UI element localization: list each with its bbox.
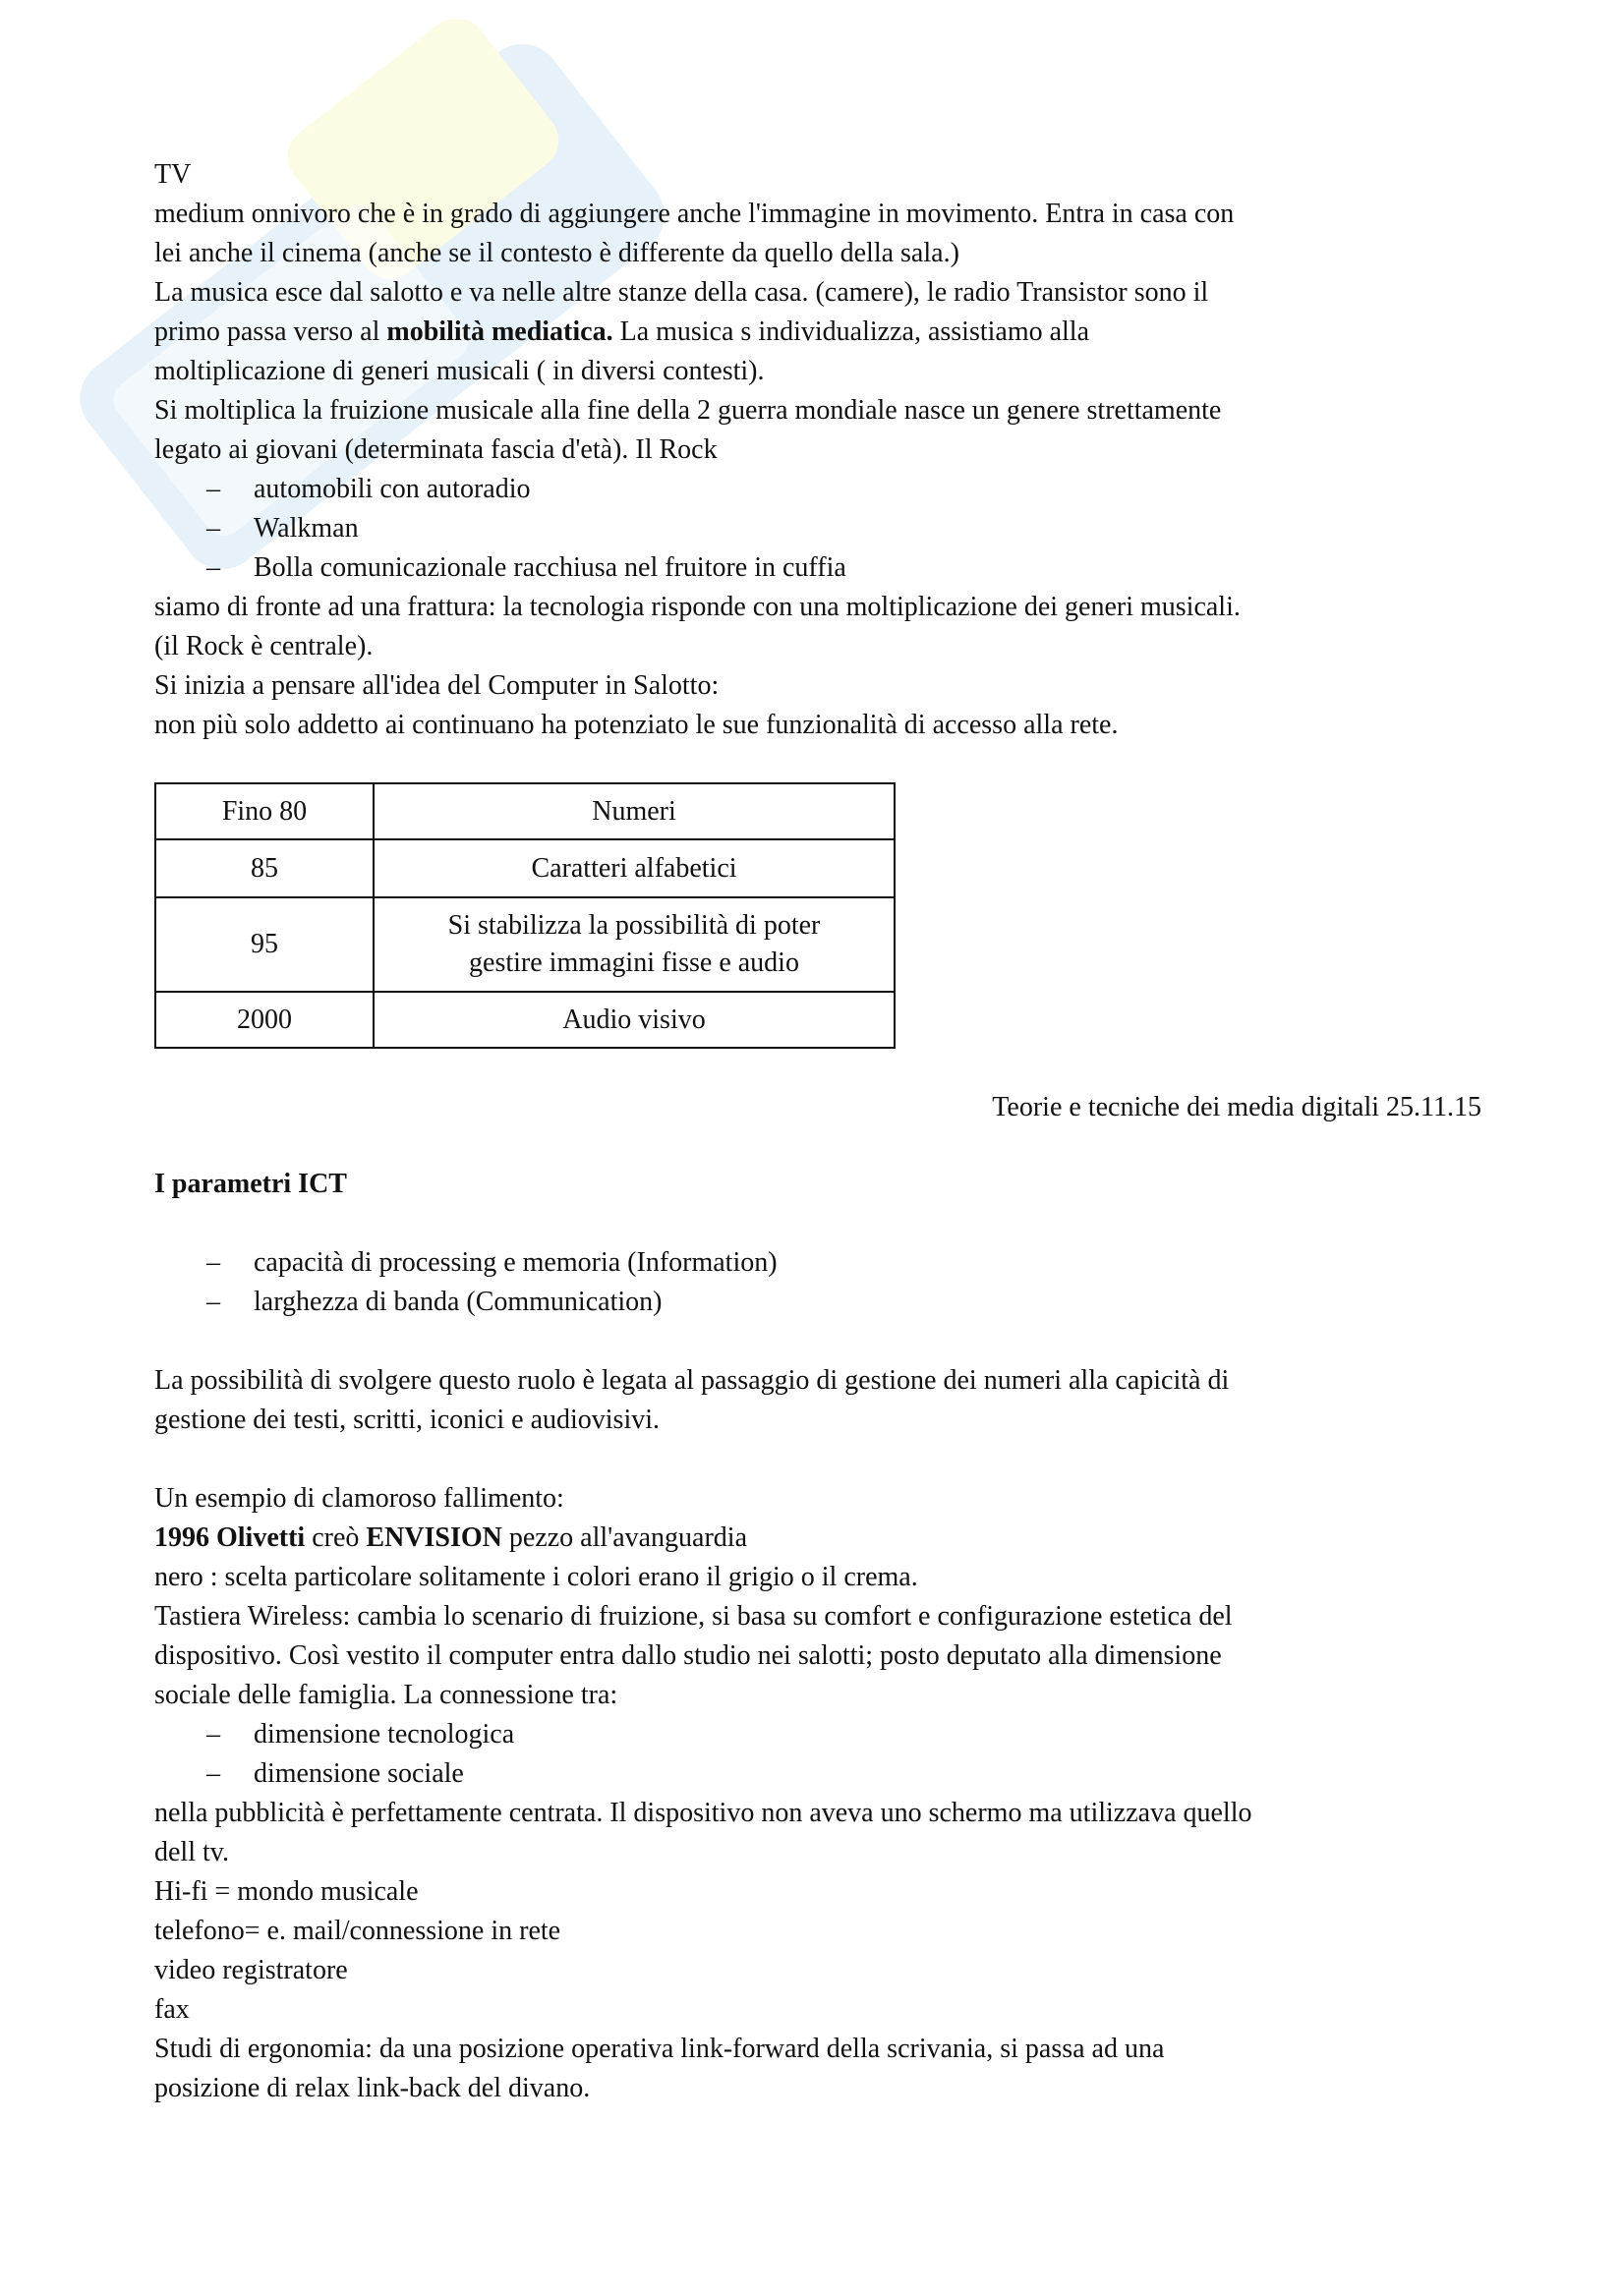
bullet-list-music [154, 470, 1481, 588]
text-line: (il Rock è centrale). [154, 631, 374, 661]
lecture-dateline: Teorie e tecniche dei media digitali 25.11.15 [992, 1092, 1481, 1122]
table-row [155, 839, 895, 897]
table-row [155, 992, 895, 1048]
text-line: siamo di fronte ad una frattura: la tecnologia risponde con una moltiplicazione dei generi musicali. [154, 592, 1241, 622]
text-line: Studi di ergonomia: da una posizione operativa link-forward della scrivania, si passa ad una [154, 2034, 1165, 2064]
timeline-table [154, 782, 896, 1049]
table-row [155, 897, 895, 992]
text-line: telefono= e. mail/connessione in rete [154, 1916, 561, 1946]
text-line: La musica esce dal salotto e va nelle altre stanze della casa. (camere), le radio Transistor sono il [154, 277, 1209, 308]
description-cell: Audio visivo [374, 992, 895, 1048]
text-line: dispositivo. Così vestito il computer entra dallo studio nei salotti; posto deputato alla dimensione [154, 1640, 1222, 1671]
year-cell: Fino 80 [155, 783, 374, 839]
text-line: legato ai giovani (determinata fascia d'età). Il Rock [154, 434, 718, 465]
list-item: – Walkman [154, 509, 1481, 548]
description-cell [374, 897, 895, 992]
table-row [155, 783, 895, 839]
text-line: dell tv. [154, 1837, 229, 1867]
bullet-list-dimensions [154, 1715, 1481, 1794]
section-title-tv: TV [154, 159, 192, 190]
text-line: Si inizia a pensare all'idea del Computer in Salotto: [154, 670, 720, 701]
list-item: – automobili con autoradio [154, 470, 1481, 509]
bold-term-mobilita: mobilità mediatica. [386, 316, 613, 347]
list-item: – capacità di processing e memoria (Information) [154, 1243, 1481, 1283]
text-span: creò [305, 1522, 367, 1553]
text-span: La musica s individualizza, assistiamo alla [612, 316, 1090, 347]
text-line: Si moltiplica la fruizione musicale alla fine della 2 guerra mondiale nasce un genere strettamente [154, 395, 1222, 426]
text-line: sociale delle famiglia. La connessione tra: [154, 1680, 618, 1710]
section-heading-ict: I parametri ICT [154, 1169, 347, 1199]
text-line: Hi-fi = mondo musicale [154, 1876, 419, 1907]
text-line: moltiplicazione di generi musicali ( in diversi contesti). [154, 356, 765, 386]
text-line: Un esempio di clamoroso fallimento: [154, 1483, 564, 1514]
spacer [154, 1322, 1481, 1361]
spacer [154, 1204, 1481, 1243]
text-line: non più solo addetto ai continuano ha potenziato le sue funzionalità di accesso alla rete. [154, 710, 1119, 740]
list-item: – Bolla comunicazionale racchiusa nel fruitore in cuffia [154, 548, 1481, 588]
bold-term-olivetti: 1996 Olivetti [154, 1522, 306, 1553]
text-line: La possibilità di svolgere questo ruolo è legata al passaggio di gestione dei numeri alla capicità di [154, 1365, 1230, 1396]
bullet-list-ict [154, 1243, 1481, 1322]
text-line: Tastiera Wireless: cambia lo scenario di fruizione, si basa su comfort e configurazione estetica del [154, 1601, 1233, 1632]
text-line: lei anche il cinema (anche se il contesto è differente da quello della sala.) [154, 238, 959, 268]
text-line: video registratore [154, 1955, 348, 1985]
year-cell: 95 [155, 897, 374, 992]
text-line: medium onnivoro che è in grado di aggiungere anche l'immagine in movimento. Entra in casa con [154, 199, 1235, 229]
list-item: – dimensione tecnologica [154, 1715, 1481, 1754]
year-cell: 85 [155, 839, 374, 897]
description-line: Si stabilizza la possibilità di poter [447, 910, 821, 941]
text-line: nella pubblicità è perfettamente centrata. Il dispositivo non aveva uno schermo ma utilizzava quello [154, 1798, 1252, 1828]
list-item: – larghezza di banda (Communication) [154, 1283, 1481, 1322]
bold-term-envision: ENVISION [366, 1522, 502, 1553]
document-page [154, 155, 1481, 2108]
list-item: – dimensione sociale [154, 1754, 1481, 1794]
text-line: gestione dei testi, scritti, iconici e audiovisivi. [154, 1405, 661, 1435]
text-span: primo passa verso al [154, 316, 387, 347]
description-cell: Numeri [374, 783, 895, 839]
text-line: nero : scelta particolare solitamente i colori erano il grigio o il crema. [154, 1562, 918, 1592]
text-line: posizione di relax link-back del divano. [154, 2073, 591, 2103]
text-span: pezzo all'avanguardia [501, 1522, 748, 1553]
text-line [154, 1519, 1481, 1558]
description-cell: Caratteri alfabetici [374, 839, 895, 897]
spacer [154, 1440, 1481, 1479]
text-line: fax [154, 1994, 190, 2025]
year-cell: 2000 [155, 992, 374, 1048]
text-line [154, 313, 1481, 352]
description-line: gestire immagini fisse e audio [469, 947, 799, 978]
